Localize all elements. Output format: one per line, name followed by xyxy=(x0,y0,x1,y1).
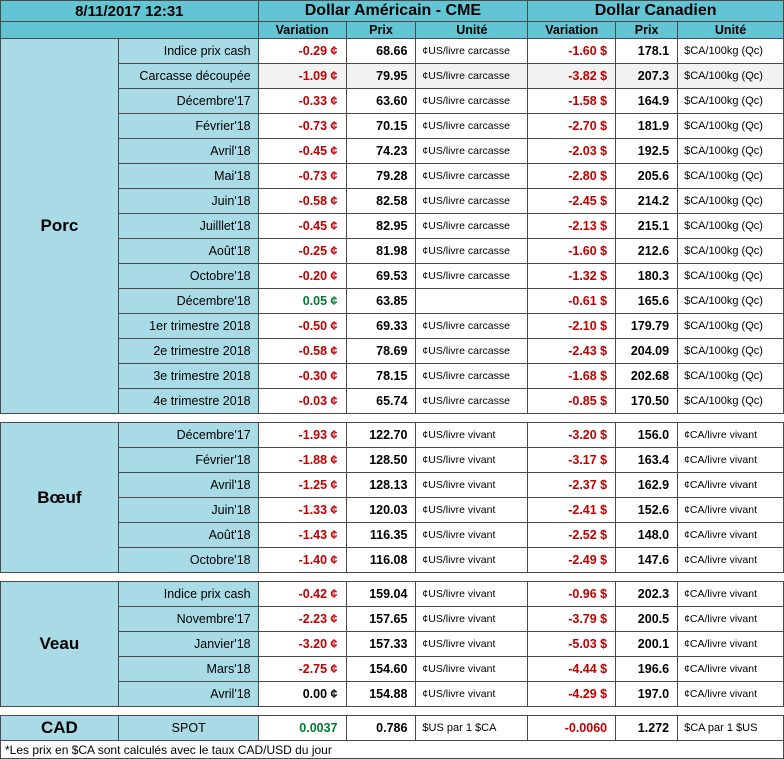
cad-variation: -2.03 $ xyxy=(528,139,616,164)
usd-price: 154.60 xyxy=(346,657,416,682)
table-row[interactable] xyxy=(1,498,784,523)
usd-variation: -0.45 ¢ xyxy=(258,139,346,164)
row-label: Indice prix cash xyxy=(118,39,258,64)
table-row[interactable] xyxy=(1,289,784,314)
usd-unit: $US par 1 $CA xyxy=(416,716,528,741)
usd-unit: ¢US/livre carcasse xyxy=(416,389,528,414)
cad-price: 200.1 xyxy=(616,632,678,657)
cad-unit: ¢CA/livre vivant xyxy=(678,473,784,498)
cad-unit: ¢CA/livre vivant xyxy=(678,548,784,573)
usd-price: 74.23 xyxy=(346,139,416,164)
cad-unit: $CA par 1 $US xyxy=(678,716,784,741)
usd-variation: -0.42 ¢ xyxy=(258,582,346,607)
cad-variation: -1.58 $ xyxy=(528,89,616,114)
group-name-porc: Porc xyxy=(1,39,119,414)
cad-price: 192.5 xyxy=(616,139,678,164)
cad-price: 162.9 xyxy=(616,473,678,498)
cad-col-prix: Prix xyxy=(616,22,678,39)
usd-unit: ¢US/livre vivant xyxy=(416,607,528,632)
usd-unit: ¢US/livre vivant xyxy=(416,498,528,523)
cad-variation: -2.70 $ xyxy=(528,114,616,139)
cad-price: 214.2 xyxy=(616,189,678,214)
usd-price: 70.15 xyxy=(346,114,416,139)
usd-unit: ¢US/livre carcasse xyxy=(416,89,528,114)
cad-unit: $CA/100kg (Qc) xyxy=(678,389,784,414)
row-label: 1er trimestre 2018 xyxy=(118,314,258,339)
cad-variation: -3.17 $ xyxy=(528,448,616,473)
row-label: Février'18 xyxy=(118,114,258,139)
cad-unit: ¢CA/livre vivant xyxy=(678,448,784,473)
usd-price: 116.08 xyxy=(346,548,416,573)
usd-variation: -0.29 ¢ xyxy=(258,39,346,64)
cad-variation: -0.0060 xyxy=(528,716,616,741)
usd-price: 78.69 xyxy=(346,339,416,364)
cad-price: 204.09 xyxy=(616,339,678,364)
usd-unit: ¢US/livre carcasse xyxy=(416,114,528,139)
usd-price: 154.88 xyxy=(346,682,416,707)
group-gap-cell xyxy=(1,707,784,716)
row-label: Août'18 xyxy=(118,523,258,548)
row-label: Juilllet'18 xyxy=(118,214,258,239)
group-gap xyxy=(1,573,784,582)
cad-unit: $CA/100kg (Qc) xyxy=(678,239,784,264)
usd-unit: ¢US/livre vivant xyxy=(416,423,528,448)
usd-price: 79.95 xyxy=(346,64,416,89)
table-header-row xyxy=(1,1,784,22)
table-row[interactable] xyxy=(1,607,784,632)
usd-variation: 0.00 ¢ xyxy=(258,682,346,707)
cad-price: 156.0 xyxy=(616,423,678,448)
cad-variation: -4.44 $ xyxy=(528,657,616,682)
cad-variation: -2.13 $ xyxy=(528,214,616,239)
cad-price: 179.79 xyxy=(616,314,678,339)
cad-unit: ¢CA/livre vivant xyxy=(678,607,784,632)
table-row[interactable] xyxy=(1,657,784,682)
cad-price: 165.6 xyxy=(616,289,678,314)
cad-unit: $CA/100kg (Qc) xyxy=(678,139,784,164)
cad-unit: $CA/100kg (Qc) xyxy=(678,164,784,189)
table-row[interactable] xyxy=(1,264,784,289)
cad-price: 202.68 xyxy=(616,364,678,389)
cad-price: 202.3 xyxy=(616,582,678,607)
usd-variation: -0.58 ¢ xyxy=(258,339,346,364)
usd-unit: ¢US/livre carcasse xyxy=(416,339,528,364)
footnote: *Les prix en $CA sont calculés avec le taux CAD/USD du jour xyxy=(0,741,784,759)
usd-price: 79.28 xyxy=(346,164,416,189)
usd-unit: ¢US/livre vivant xyxy=(416,473,528,498)
table-row[interactable] xyxy=(1,448,784,473)
table-row[interactable] xyxy=(1,314,784,339)
cad-unit: ¢CA/livre vivant xyxy=(678,523,784,548)
usd-section-title: Dollar Américain - CME xyxy=(258,1,528,22)
usd-price: 63.85 xyxy=(346,289,416,314)
usd-variation: -0.25 ¢ xyxy=(258,239,346,264)
usd-variation: -1.43 ¢ xyxy=(258,523,346,548)
row-label: Octobre'18 xyxy=(118,548,258,573)
row-label: Mars'18 xyxy=(118,657,258,682)
cad-unit: $CA/100kg (Qc) xyxy=(678,289,784,314)
row-label: Décembre'17 xyxy=(118,423,258,448)
table-row[interactable] xyxy=(1,114,784,139)
usd-price: 116.35 xyxy=(346,523,416,548)
cad-variation: -0.85 $ xyxy=(528,389,616,414)
table-row[interactable] xyxy=(1,339,784,364)
cad-price: 180.3 xyxy=(616,264,678,289)
usd-price: 82.58 xyxy=(346,189,416,214)
cad-variation: -2.37 $ xyxy=(528,473,616,498)
group-gap xyxy=(1,414,784,423)
cad-variation: -3.79 $ xyxy=(528,607,616,632)
usd-price: 128.13 xyxy=(346,473,416,498)
cad-variation: -4.29 $ xyxy=(528,682,616,707)
cad-price: 181.9 xyxy=(616,114,678,139)
usd-price: 128.50 xyxy=(346,448,416,473)
cad-unit: $CA/100kg (Qc) xyxy=(678,39,784,64)
usd-unit: ¢US/livre vivant xyxy=(416,448,528,473)
usd-col-unite: Unité xyxy=(416,22,528,39)
table-row[interactable] xyxy=(1,389,784,414)
usd-unit: ¢US/livre carcasse xyxy=(416,314,528,339)
table-row[interactable] xyxy=(1,64,784,89)
table-row[interactable] xyxy=(1,682,784,707)
usd-unit: ¢US/livre vivant xyxy=(416,523,528,548)
usd-unit: ¢US/livre vivant xyxy=(416,548,528,573)
usd-variation: -2.75 ¢ xyxy=(258,657,346,682)
cad-unit: ¢CA/livre vivant xyxy=(678,498,784,523)
usd-price: 0.786 xyxy=(346,716,416,741)
cad-price: 212.6 xyxy=(616,239,678,264)
usd-variation: -0.03 ¢ xyxy=(258,389,346,414)
table-row[interactable] xyxy=(1,189,784,214)
usd-variation: -0.20 ¢ xyxy=(258,264,346,289)
cad-unit: ¢CA/livre vivant xyxy=(678,657,784,682)
row-label: 3e trimestre 2018 xyxy=(118,364,258,389)
cad-variation: -1.32 $ xyxy=(528,264,616,289)
cad-unit: $CA/100kg (Qc) xyxy=(678,364,784,389)
cad-variation: -2.45 $ xyxy=(528,189,616,214)
table-row[interactable] xyxy=(1,716,784,741)
cad-price: 200.5 xyxy=(616,607,678,632)
row-label: Avril'18 xyxy=(118,682,258,707)
usd-price: 81.98 xyxy=(346,239,416,264)
usd-unit: ¢US/livre carcasse xyxy=(416,214,528,239)
row-label: Avril'18 xyxy=(118,139,258,164)
cad-price: 196.6 xyxy=(616,657,678,682)
table-row[interactable] xyxy=(1,39,784,64)
usd-unit: ¢US/livre carcasse xyxy=(416,364,528,389)
table-row[interactable] xyxy=(1,582,784,607)
usd-col-prix: Prix xyxy=(346,22,416,39)
usd-unit: ¢US/livre carcasse xyxy=(416,189,528,214)
usd-unit: ¢US/livre vivant xyxy=(416,682,528,707)
usd-variation: -0.30 ¢ xyxy=(258,364,346,389)
row-label: 4e trimestre 2018 xyxy=(118,389,258,414)
cad-unit: ¢CA/livre vivant xyxy=(678,632,784,657)
usd-unit: ¢US/livre carcasse xyxy=(416,164,528,189)
cad-unit: $CA/100kg (Qc) xyxy=(678,339,784,364)
usd-variation: 0.0037 xyxy=(258,716,346,741)
usd-variation: -0.45 ¢ xyxy=(258,214,346,239)
group-gap xyxy=(1,707,784,716)
row-label: SPOT xyxy=(118,716,258,741)
usd-price: 82.95 xyxy=(346,214,416,239)
report-timestamp: 8/11/2017 12:31 xyxy=(1,1,259,22)
usd-unit: ¢US/livre carcasse xyxy=(416,264,528,289)
table-row[interactable] xyxy=(1,548,784,573)
usd-variation: -1.09 ¢ xyxy=(258,64,346,89)
usd-col-variation: Variation xyxy=(258,22,346,39)
cad-variation: -1.60 $ xyxy=(528,239,616,264)
usd-price: 65.74 xyxy=(346,389,416,414)
cad-variation: -2.52 $ xyxy=(528,523,616,548)
table-row[interactable] xyxy=(1,523,784,548)
table-row[interactable] xyxy=(1,632,784,657)
table-row[interactable] xyxy=(1,214,784,239)
cad-variation: -3.20 $ xyxy=(528,423,616,448)
cad-col-unite: Unité xyxy=(678,22,784,39)
usd-variation: -0.73 ¢ xyxy=(258,114,346,139)
usd-unit: ¢US/livre carcasse xyxy=(416,239,528,264)
usd-variation: -1.93 ¢ xyxy=(258,423,346,448)
cad-price: 178.1 xyxy=(616,39,678,64)
cad-variation: -2.10 $ xyxy=(528,314,616,339)
table-row[interactable] xyxy=(1,89,784,114)
table-row[interactable] xyxy=(1,364,784,389)
row-label: Carcasse découpée xyxy=(118,64,258,89)
cad-variation: -2.41 $ xyxy=(528,498,616,523)
usd-price: 157.33 xyxy=(346,632,416,657)
row-label: Janvier'18 xyxy=(118,632,258,657)
cad-variation: -3.82 $ xyxy=(528,64,616,89)
usd-price: 78.15 xyxy=(346,364,416,389)
usd-price: 122.70 xyxy=(346,423,416,448)
usd-unit xyxy=(416,289,528,314)
cad-variation: -2.80 $ xyxy=(528,164,616,189)
cad-price: 148.0 xyxy=(616,523,678,548)
cad-price: 215.1 xyxy=(616,214,678,239)
group-name-cad: CAD xyxy=(1,716,119,741)
spacer-cell xyxy=(1,22,259,39)
cad-variation: -0.61 $ xyxy=(528,289,616,314)
group-gap-cell xyxy=(1,414,784,423)
usd-variation: -2.23 ¢ xyxy=(258,607,346,632)
row-label: Août'18 xyxy=(118,239,258,264)
row-label: Décembre'17 xyxy=(118,89,258,114)
cad-variation: -5.03 $ xyxy=(528,632,616,657)
usd-unit: ¢US/livre vivant xyxy=(416,632,528,657)
usd-variation: -1.88 ¢ xyxy=(258,448,346,473)
usd-variation: -0.58 ¢ xyxy=(258,189,346,214)
table-row[interactable] xyxy=(1,473,784,498)
usd-price: 69.53 xyxy=(346,264,416,289)
cad-unit: $CA/100kg (Qc) xyxy=(678,64,784,89)
cad-price: 163.4 xyxy=(616,448,678,473)
cad-price: 207.3 xyxy=(616,64,678,89)
table-row[interactable] xyxy=(1,164,784,189)
usd-variation: -1.25 ¢ xyxy=(258,473,346,498)
usd-price: 68.66 xyxy=(346,39,416,64)
cad-variation: -0.96 $ xyxy=(528,582,616,607)
usd-unit: ¢US/livre carcasse xyxy=(416,139,528,164)
table-row[interactable] xyxy=(1,239,784,264)
cad-section-title: Dollar Canadien xyxy=(528,1,784,22)
table-subheader-row xyxy=(1,22,784,39)
usd-unit: ¢US/livre vivant xyxy=(416,582,528,607)
row-label: Juin'18 xyxy=(118,498,258,523)
usd-variation: -3.20 ¢ xyxy=(258,632,346,657)
row-label: Juin'18 xyxy=(118,189,258,214)
cad-unit: $CA/100kg (Qc) xyxy=(678,314,784,339)
row-label: Indice prix cash xyxy=(118,582,258,607)
cad-price: 1.272 xyxy=(616,716,678,741)
row-label: Octobre'18 xyxy=(118,264,258,289)
usd-unit: ¢US/livre carcasse xyxy=(416,64,528,89)
cad-price: 205.6 xyxy=(616,164,678,189)
cad-price: 197.0 xyxy=(616,682,678,707)
usd-unit: ¢US/livre vivant xyxy=(416,657,528,682)
cad-unit: $CA/100kg (Qc) xyxy=(678,214,784,239)
row-label: Février'18 xyxy=(118,448,258,473)
usd-price: 120.03 xyxy=(346,498,416,523)
cad-unit: ¢CA/livre vivant xyxy=(678,582,784,607)
cad-unit: ¢CA/livre vivant xyxy=(678,682,784,707)
cad-price: 170.50 xyxy=(616,389,678,414)
cad-unit: $CA/100kg (Qc) xyxy=(678,264,784,289)
row-label: 2e trimestre 2018 xyxy=(118,339,258,364)
cad-price: 152.6 xyxy=(616,498,678,523)
usd-variation: -0.50 ¢ xyxy=(258,314,346,339)
group-name-veau: Veau xyxy=(1,582,119,707)
cad-price: 164.9 xyxy=(616,89,678,114)
usd-variation: -1.33 ¢ xyxy=(258,498,346,523)
usd-variation: 0.05 ¢ xyxy=(258,289,346,314)
group-name-bœuf: Bœuf xyxy=(1,423,119,573)
cad-variation: -1.68 $ xyxy=(528,364,616,389)
cad-variation: -1.60 $ xyxy=(528,39,616,64)
row-label: Avril'18 xyxy=(118,473,258,498)
table-row[interactable] xyxy=(1,423,784,448)
cad-price: 147.6 xyxy=(616,548,678,573)
row-label: Décembre'18 xyxy=(118,289,258,314)
usd-unit: ¢US/livre carcasse xyxy=(416,39,528,64)
usd-variation: -0.73 ¢ xyxy=(258,164,346,189)
cad-col-variation: Variation xyxy=(528,22,616,39)
usd-variation: -0.33 ¢ xyxy=(258,89,346,114)
cad-unit: ¢CA/livre vivant xyxy=(678,423,784,448)
cad-unit: $CA/100kg (Qc) xyxy=(678,189,784,214)
row-label: Mai'18 xyxy=(118,164,258,189)
cad-variation: -2.49 $ xyxy=(528,548,616,573)
cad-unit: $CA/100kg (Qc) xyxy=(678,114,784,139)
usd-variation: -1.40 ¢ xyxy=(258,548,346,573)
usd-price: 63.60 xyxy=(346,89,416,114)
group-gap-cell xyxy=(1,573,784,582)
table-row[interactable] xyxy=(1,139,784,164)
usd-price: 159.04 xyxy=(346,582,416,607)
cad-variation: -2.43 $ xyxy=(528,339,616,364)
usd-price: 157.65 xyxy=(346,607,416,632)
cad-unit: $CA/100kg (Qc) xyxy=(678,89,784,114)
row-label: Novembre'17 xyxy=(118,607,258,632)
usd-price: 69.33 xyxy=(346,314,416,339)
